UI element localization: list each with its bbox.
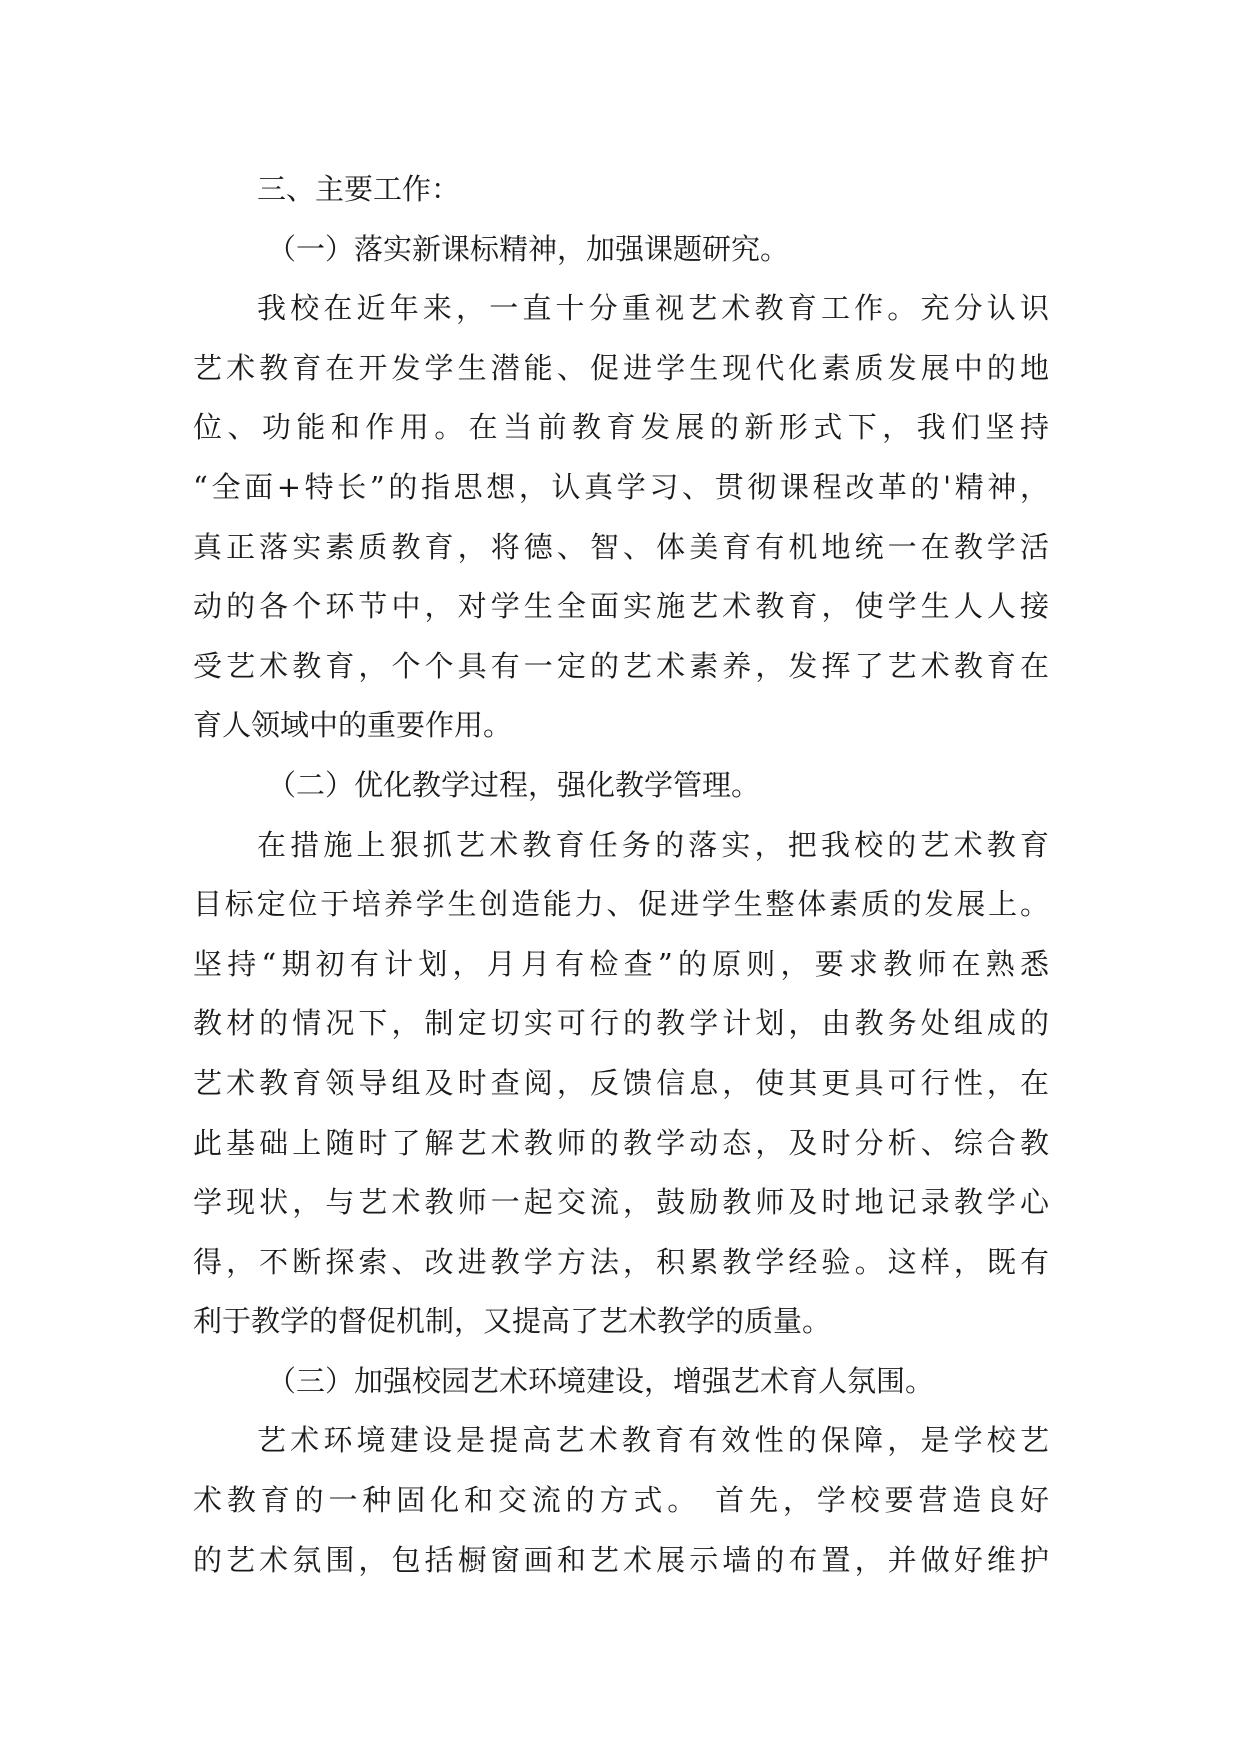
paragraph-line: 术教育的一种固化和交流的方式。 首先，学校要营造良好 xyxy=(193,1483,1049,1518)
paragraph-line: 坚持“期初有计划，月月有检查”的原则，要求教师在熟悉 xyxy=(193,946,1049,981)
paragraph-line: 育人领域中的重要作用。 xyxy=(193,708,513,743)
section-heading: 三、主要工作： xyxy=(257,172,461,206)
document-body xyxy=(193,160,1049,1590)
paragraph-line: 我校在近年来，一直十分重视艺术教育工作。充分认识 xyxy=(257,291,1049,326)
paragraph-line: “全面+特长”的指思想，认真学习、贯彻课程改革的'精神， xyxy=(193,469,1049,504)
paragraph-line: 受艺术教育，个个具有一定的艺术素养，发挥了艺术教育在 xyxy=(193,648,1049,683)
paragraph-line: 在措施上狠抓艺术教育任务的落实，把我校的艺术教育 xyxy=(257,827,1049,862)
paragraph-line: 位、功能和作用。在当前教育发展的新形式下，我们坚持 xyxy=(193,410,1049,445)
paragraph-line: 教材的情况下，制定切实可行的教学计划，由教务处组成的 xyxy=(193,1006,1049,1041)
paragraph-line: 此基础上随时了解艺术教师的教学动态，及时分析、综合教 xyxy=(193,1125,1049,1160)
paragraph-line: 艺术教育在开发学生潜能、促进学生现代化素质发展中的地 xyxy=(193,350,1049,385)
paragraph-line: 利于教学的督促机制，又提高了艺术教学的质量。 xyxy=(193,1304,832,1339)
paragraph-line: 目标定位于培养学生创造能力、促进学生整体素质的发展上。 xyxy=(193,887,1049,922)
paragraph-line: 艺术教育领导组及时查阅，反馈信息，使其更具可行性，在 xyxy=(193,1065,1049,1100)
paragraph-line: 真正落实素质教育，将德、智、体美育有机地统一在教学活 xyxy=(193,529,1049,564)
section-2-title: （二）优化教学过程，强化教学管理。 xyxy=(267,767,761,802)
paragraph-line: 动的各个环节中，对学生全面实施艺术教育，使学生人人接 xyxy=(193,589,1049,624)
paragraph-line: 得，不断探索、改进教学方法，积累教学经验。这样，既有 xyxy=(193,1244,1049,1279)
section-3-title: （三）加强校园艺术环境建设，增强艺术育人氛围。 xyxy=(267,1363,935,1398)
paragraph-line: 学现状，与艺术教师一起交流，鼓励教师及时地记录教学心 xyxy=(193,1185,1049,1220)
paragraph-line: 艺术环境建设是提高艺术教育有效性的保障，是学校艺 xyxy=(257,1423,1049,1458)
paragraph-line: 的艺术氛围，包括橱窗画和艺术展示墙的布置，并做好维护 xyxy=(193,1542,1049,1577)
section-1-title: （一）落实新课标精神，加强课题研究。 xyxy=(267,231,790,266)
